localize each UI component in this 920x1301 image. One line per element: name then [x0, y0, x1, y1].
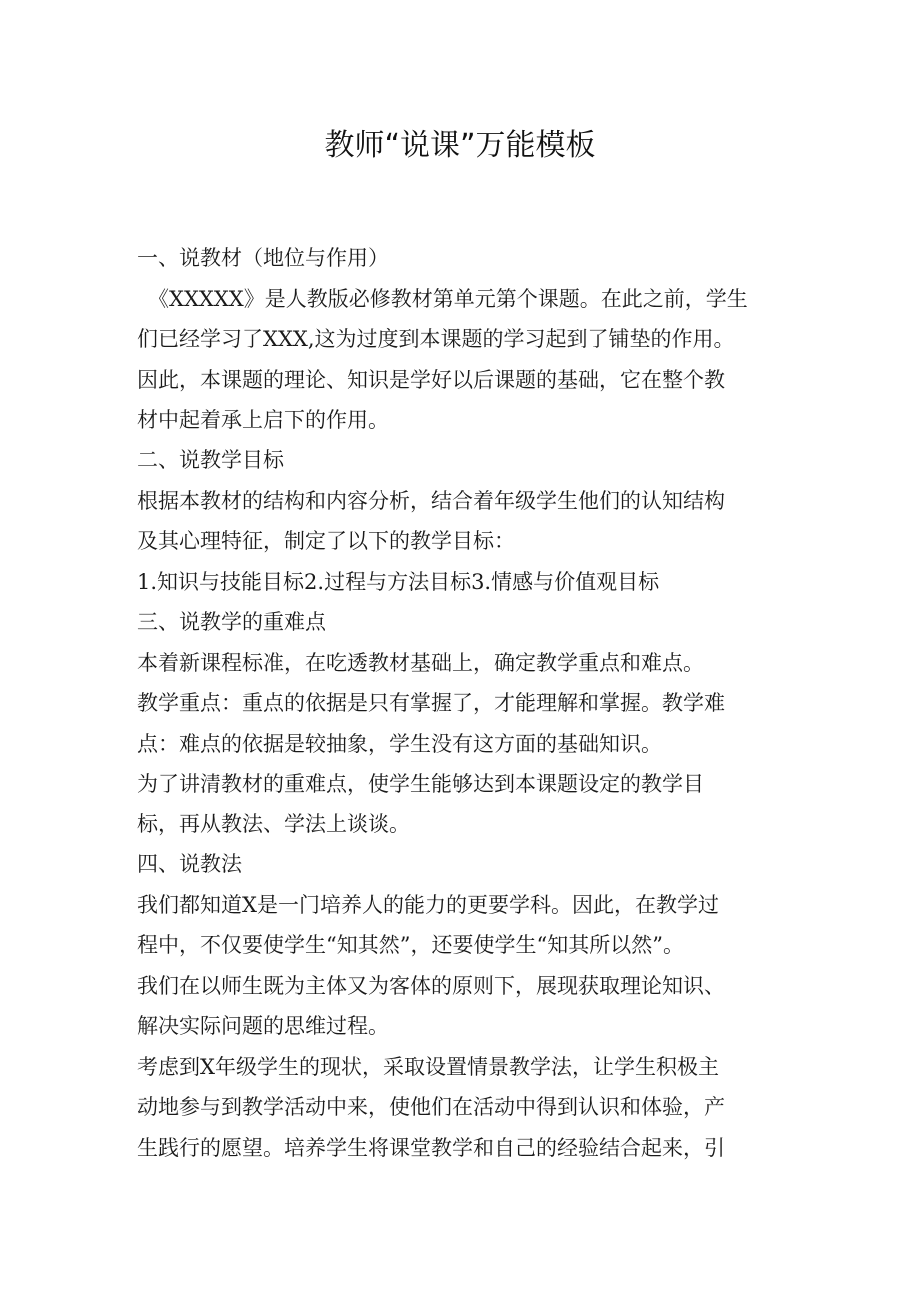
paragraph-line: 我们在以师生既为主体又为客体的原则下，展现获取理论知识、 — [137, 974, 725, 998]
paragraph-line: 我们都知道X是一门培养人的能力的更要学科。因此，在教学过 — [137, 893, 719, 917]
paragraph-line: 根据本教材的结构和内容分析，结合着年级学生他们的认知结构 — [137, 489, 725, 513]
goals-list-line: 1.知识与技能目标2.过程与方法目标3.情感与价值观目标 — [137, 570, 660, 594]
paragraph-line: 为了讲清教材的重难点，使学生能够达到本课题设定的教学目 — [137, 772, 704, 796]
paragraph-line: 解决实际问题的思维过程。 — [137, 1014, 389, 1038]
paragraph-line: 们已经学习了XXX,这为过度到本课题的学习起到了铺垫的作用。 — [137, 327, 735, 351]
paragraph-line: 及其心理特征，制定了以下的教学目标： — [137, 529, 515, 553]
document-title: 教师“说课”万能模板 — [324, 128, 596, 163]
paragraph-line: 因此，本课题的理论、知识是学好以后课题的基础，它在整个教 — [137, 368, 725, 392]
heading-teaching-material: 一、说教材（地位与作用） — [137, 246, 389, 270]
heading-teaching-goals: 二、说教学目标 — [137, 448, 284, 472]
paragraph-line: 考虑到X年级学生的现状，采取设置情景教学法，让学生积极主 — [137, 1055, 719, 1079]
paragraph-line: 动地参与到教学活动中来，使他们在活动中得到认识和体验，产 — [137, 1095, 725, 1119]
paragraph-line: 程中，不仅要使学生“知其然”，还要使学生“知其所以然”。 — [137, 933, 684, 957]
paragraph-line: 标，再从教法、学法上谈谈。 — [137, 812, 410, 836]
heading-teaching-methods: 四、说教法 — [137, 852, 242, 876]
heading-key-points: 三、说教学的重难点 — [137, 610, 326, 634]
paragraph-line: 材中起着承上启下的作用。 — [137, 408, 389, 432]
paragraph-line: 教学重点：重点的依据是只有掌握了，才能理解和掌握。教学难 — [137, 691, 725, 715]
paragraph-line: 生践行的愿望。培养学生将课堂教学和自己的经验结合起来，引 — [137, 1136, 725, 1160]
paragraph-line: 《XXXXX》是人教版必修教材第单元第个课题。在此之前，学生 — [148, 287, 748, 311]
paragraph-line: 本着新课程标准，在吃透教材基础上，确定教学重点和难点。 — [137, 651, 704, 675]
paragraph-line: 点：难点的依据是较抽象，学生没有这方面的基础知识。 — [137, 732, 662, 756]
